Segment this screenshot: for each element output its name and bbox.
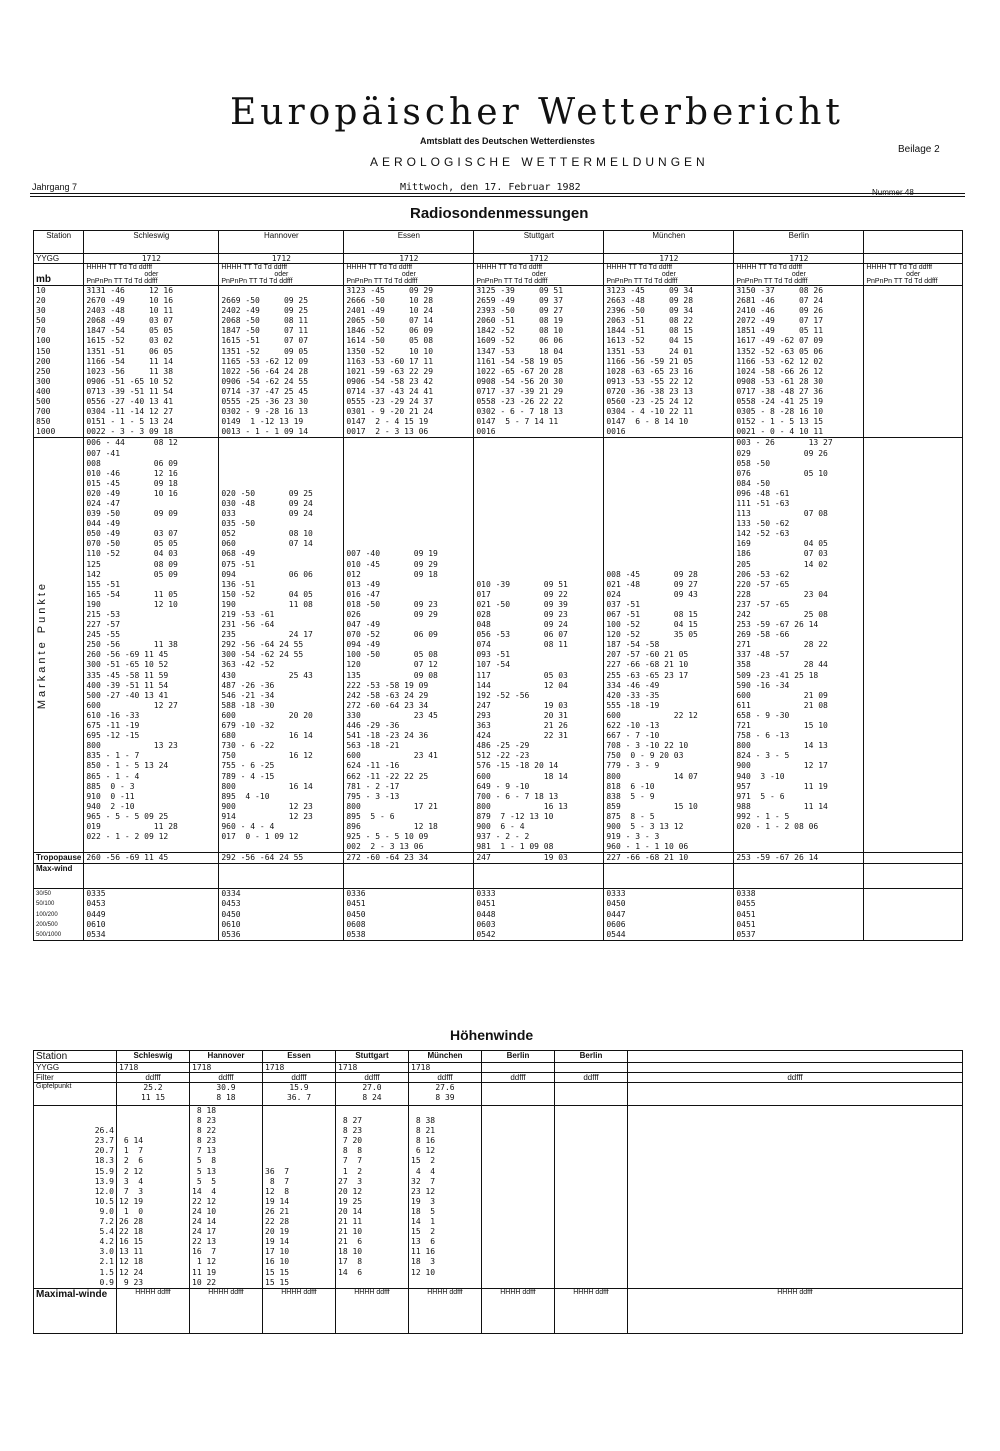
- yygg-value: 1712: [219, 254, 344, 264]
- hw-filter: ddfff: [117, 1073, 190, 1083]
- header-rule-2: [30, 196, 965, 197]
- station-name: Schleswig: [84, 231, 219, 254]
- hw-col: [482, 1106, 555, 1289]
- hw-yygg-label: YYGG: [34, 1063, 117, 1073]
- hw-station: Hannover: [190, 1051, 263, 1063]
- hw-footer: HHHH ddfff: [117, 1288, 190, 1333]
- yygg-value: 1712: [474, 254, 604, 264]
- hw-yygg: 1718: [117, 1063, 190, 1073]
- station-main-data: 3123 -45 09 29 2666 -50 10 28 2401 -49 10 24 2065 -50 07 14 1846 -52 06 09 1614 -50 05 08 1350 -52 10 10 1163 -53 -60 17 11 1021 -59 -63 22 29 0906 -54 -58 23 42 0714 -37 -43 24 41 0555 -23 -29 24 37 0301 - 9 -20 21 24 0147 2 - 4 15 19 0017 2 - 3 13 06: [344, 286, 474, 438]
- sig-label: Markante Punkte: [36, 581, 48, 710]
- hw-footer: HHHH ddfff: [190, 1288, 263, 1333]
- station-sig-data: 003 - 26 13 27 029 09 26 058 -50 076 05 10 084 -50 096 -48 -61 111 -51 -63 113 07 08 133 -50 -62 142 -52 -63 169 04 05 186 07 03 205 14 02 206 -53 -62 220 -57 -65 228 23 04 237 -57 -65 242 25 08 253 -59 -67 26 14 269 -58 -66 271 28 22 337 -48 -57 358 28 44 509 -23 -41 25 18 590 -16 -34 600 21 09 611 21 08 658 - 9 -30 721 15 10 758 - 6 -13 800 14 13 824 - 3 - 5 900 12 17 940 3 -10 957 11 19 971 5 - 6 988 11 14 992 - 1 - 5 020 - 1 - 2 08 06: [734, 438, 864, 853]
- col-head-bot: PnPnPn TT Td Td ddfff: [346, 278, 418, 285]
- station-name: Stuttgart: [474, 231, 604, 254]
- hw-footer: HHHH ddfff: [409, 1288, 482, 1333]
- sig-label-cell: [34, 438, 84, 853]
- sig-empty: [864, 438, 963, 853]
- hw-footer: HHHH ddfff: [263, 1288, 336, 1333]
- hw-empty: [628, 1051, 963, 1063]
- col-head-bot: PnPnPn TT Td Td ddfff: [606, 278, 678, 285]
- hw-col: 8 38 8 21 8 16 6 12 15 2 4 4 32 7 23 12 19 3 18 5 14 1 15 2 13 6 11 16 18 3 12 10: [409, 1106, 482, 1289]
- station-main-data: 3131 -46 12 16 2670 -49 10 16 2403 -48 10 11 2068 -49 03 07 1847 -54 05 05 1615 -52 03 02 1351 -51 06 05 1166 -54 11 14 1023 -56 11 38 0906 -51 -65 10 52 0713 -39 -51 11 54 0556 -27 -40 13 41 0304 -11 -14 12 27 0151 - 1 - 5 13 24 0022 - 3 - 3 09 18: [84, 286, 219, 438]
- hw-yygg: [482, 1063, 555, 1073]
- hw-maxwind-label: Maximal-winde: [34, 1288, 117, 1333]
- hw-station: München: [409, 1051, 482, 1063]
- yygg-value: 1712: [344, 254, 474, 264]
- column-header: [344, 264, 474, 286]
- col-head-oder: oder: [144, 271, 159, 278]
- hw-col: 36 7 8 7 12 8 19 14 26 21 22 28 20 19 19 14 17 10 16 10 15 15 15 15: [263, 1106, 336, 1289]
- hw-gipfel: 30.9 8 18: [190, 1083, 263, 1106]
- hw-col: 8 27 8 23 7 20 8 8 7 7 1 2 27 3 20 12 19 25 20 14 21 11 21 10 21 6 18 10 17 8 14 6: [336, 1106, 409, 1289]
- hw-yygg: [555, 1063, 628, 1073]
- hw-footer: HHHH ddfff: [336, 1288, 409, 1333]
- hw-station-label: Station: [34, 1051, 117, 1063]
- hw-km-col: 26.4 23.7 20.7 18.3 15.9 13.9 12.0 10.5 9.0 7.2 5.4 4.2 3.0 2.1 1.5 0.9: [34, 1106, 117, 1289]
- station-name: Berlin: [734, 231, 864, 254]
- hw-filter: ddfff: [190, 1073, 263, 1083]
- hw-station: Essen: [263, 1051, 336, 1063]
- station-name-empty: [864, 231, 963, 254]
- hoehenwinde-table: [33, 1050, 963, 1334]
- hw-footer: HHHH ddfff: [628, 1288, 963, 1333]
- hw-station: Stuttgart: [336, 1051, 409, 1063]
- layer-values: 0333 0450 0447 0606 0544: [604, 889, 734, 940]
- header-rule: [30, 193, 965, 194]
- hw-col: [555, 1106, 628, 1289]
- col-head-top: HHHH TT Td Td ddfff: [606, 264, 673, 271]
- hw-footer: HHHH ddfff: [555, 1288, 628, 1333]
- date-label: Mittwoch, den 17. Februar 1982: [400, 182, 581, 193]
- col-head-oder: oder: [274, 271, 289, 278]
- hw-station: Schleswig: [117, 1051, 190, 1063]
- hw-station: Berlin: [482, 1051, 555, 1063]
- page-title: Europäischer Wetterbericht: [230, 92, 844, 133]
- hw-footer: HHHH ddfff: [482, 1288, 555, 1333]
- column-header: [84, 264, 219, 286]
- col-head-oder: oder: [906, 271, 921, 278]
- hw-gipfel: 27.6 8 39: [409, 1083, 482, 1106]
- radiosonde-table: [33, 230, 963, 941]
- station-sig-data: 020 -50 09 25 030 -48 09 24 033 09 24 035 -50 052 08 10 060 07 14 068 -49 075 -51 094 06 06 136 -51 150 -52 04 05 190 11 08 219 -53 -61 231 -56 -64 235 24 17 292 -56 -64 24 55 300 -54 -62 24 55 363 -42 -52 430 25 43 487 -26 -36 546 -21 -34 588 -18 -30 600 20 20 679 -10 -32 680 16 14 730 - 6 -22 750 16 12 755 - 6 -25 789 - 4 -15 800 16 14 895 4 -10 900 12 23 914 12 23 960 - 4 - 4 017 0 - 1 09 12: [219, 438, 344, 853]
- layer-values: 0336 0451 0450 0608 0538: [344, 889, 474, 940]
- hw-gipfel-label: Gipfelpunkt: [34, 1083, 117, 1106]
- tropo-value: 247 19 03: [474, 853, 604, 864]
- tropo-value: 272 -60 -64 23 34: [344, 853, 474, 864]
- beilage-label: Beilage 2: [898, 144, 940, 155]
- station-sig-data: 008 -45 09 28 021 -48 09 27 024 09 43 037 -51 067 -51 08 15 100 -52 04 15 120 -52 35 05 187 -54 -58 207 -57 -60 21 05 227 -66 -68 21 10 255 -63 -65 23 17 334 -46 -49 420 -33 -35 555 -18 -19 600 22 12 622 -10 -13 667 - 7 -10 708 - 3 -10 22 10 750 0 - 9 20 03 779 - 3 - 9 800 14 07 818 6 -10 838 5 - 9 859 15 10 875 8 - 5 900 5 - 3 13 12 919 - 3 - 3 960 - 1 - 1 10 06: [604, 438, 734, 853]
- tropo-value: 227 -66 -68 21 10: [604, 853, 734, 864]
- hw-filter-label: Filter: [34, 1073, 117, 1083]
- column-header: [864, 264, 963, 286]
- station-sig-data: 010 -39 09 51 017 09 22 021 -50 09 39 028 09 23 048 09 24 056 -53 06 07 074 08 11 093 -51 107 -54 117 05 03 144 12 04 192 -52 -56 247 19 03 293 20 31 363 21 26 424 22 31 486 -25 -29 512 -22 -23 576 -15 -18 20 14 600 18 14 649 - 9 -10 700 - 6 - 7 18 13 800 16 13 879 7 -12 13 10 900 6 - 4 937 - 2 - 2 981 1 - 1 09 08: [474, 438, 604, 853]
- layer-values: 0335 0453 0449 0610 0534: [84, 889, 219, 940]
- column-header: [734, 264, 864, 286]
- col-head-bot: PnPnPn TT Td Td ddfff: [86, 278, 158, 285]
- tropo-label: Tropopause: [34, 853, 84, 864]
- col-head-top: HHHH TT Td Td ddfff: [86, 264, 153, 271]
- hw-filter: ddfff: [336, 1073, 409, 1083]
- col-head-bot: PnPnPn TT Td Td ddfff: [736, 278, 808, 285]
- mb-label: mb: [34, 264, 84, 286]
- station-header: Station: [34, 231, 84, 254]
- hw-gipfel: [555, 1083, 628, 1106]
- hw-filter: ddfff: [409, 1073, 482, 1083]
- main-empty: [864, 286, 963, 438]
- hw-yygg: 1718: [336, 1063, 409, 1073]
- yygg-label: YYGG: [34, 254, 84, 264]
- hw-col: 8 18 8 23 8 22 8 23 7 13 5 8 5 13 5 5 14 4 22 12 24 10 24 14 24 17 22 13 16 7 1 12 11 19 10 22: [190, 1106, 263, 1289]
- hw-filter: ddfff: [555, 1073, 628, 1083]
- hw-col: 6 14 1 7 2 6 2 12 3 4 7 3 12 19 1 0 26 28 22 18 16 15 13 11 12 18 12 24 9 23: [117, 1106, 190, 1289]
- hw-filter: ddfff: [482, 1073, 555, 1083]
- station-sig-data: 007 -40 09 19 010 -45 09 29 012 09 18 013 -49 016 -47 018 -50 09 23 026 09 29 047 -49 070 -52 06 09 094 -49 100 -50 05 08 120 07 12 135 09 08 222 -53 -58 19 09 242 -58 -63 24 29 272 -60 -64 23 34 330 23 45 446 -29 -36 541 -18 -23 24 36 563 -18 -21 600 23 41 624 -11 -16 662 -11 -22 22 25 781 - 2 -17 795 - 3 -13 800 17 21 895 5 - 6 896 12 18 925 - 5 - 5 10 09 002 2 - 3 13 06: [344, 438, 474, 853]
- jahrgang-label: Jahrgang 7: [32, 182, 78, 192]
- radiosonde-title: Radiosondenmessungen: [410, 205, 589, 222]
- level-labels: 10 20 30 50 70 100 150 200 250 300 400 500 700 850 1000: [34, 286, 84, 438]
- col-head-top: HHHH TT Td Td ddfff: [736, 264, 803, 271]
- station-name: München: [604, 231, 734, 254]
- hw-gipfel: 15.9 36. 7: [263, 1083, 336, 1106]
- layer-values: 0334 0453 0450 0610 0536: [219, 889, 344, 940]
- layer-empty: [864, 889, 963, 940]
- maxwind-label: Max-wind: [34, 864, 84, 889]
- col-head-bot: PnPnPn TT Td Td ddfff: [221, 278, 293, 285]
- station-main-data: 3125 -39 09 51 2659 -49 09 37 2393 -50 09 27 2060 -51 08 19 1842 -52 08 10 1609 -52 06 06 1347 -53 18 04 1161 -54 -58 19 05 1022 -65 -67 20 28 0908 -54 -56 20 30 0717 -37 -39 21 29 0558 -23 -26 22 22 0302 - 6 - 7 18 13 0147 5 - 7 14 11 0016: [474, 286, 604, 438]
- col-head-top: HHHH TT Td Td ddfff: [221, 264, 288, 271]
- section-title: AEROLOGISCHE WETTERMELDUNGEN: [370, 155, 709, 169]
- col-head-top: HHHH TT Td Td ddfff: [346, 264, 413, 271]
- hw-filter: ddfff: [263, 1073, 336, 1083]
- col-head-top: HHHH TT Td Td ddfff: [866, 264, 933, 271]
- hw-station: Berlin: [555, 1051, 628, 1063]
- col-head-oder: oder: [531, 271, 546, 278]
- subtitle: Amtsblatt des Deutschen Wetterdienstes: [420, 136, 595, 146]
- station-main-data: 3150 -37 08 26 2681 -46 07 24 2410 -46 09 26 2072 -49 07 17 1851 -49 05 11 1617 -49 -62 07 09 1352 -52 -63 05 06 1166 -53 -62 12 02 1024 -58 -66 26 12 0908 -53 -61 28 30 0717 -38 -48 27 36 0558 -24 -41 25 19 0305 - 8 -28 16 10 0152 - 1 - 5 13 15 0021 - 0 - 4 10 11: [734, 286, 864, 438]
- hoehenwinde-title: Höhenwinde: [450, 1027, 534, 1043]
- hw-yygg: 1718: [409, 1063, 482, 1073]
- yygg-value: 1712: [84, 254, 219, 264]
- col-head-oder: oder: [661, 271, 676, 278]
- column-header: [604, 264, 734, 286]
- hw-gipfel: 27.0 8 24: [336, 1083, 409, 1106]
- col-head-top: HHHH TT Td Td ddfff: [476, 264, 543, 271]
- column-header: [474, 264, 604, 286]
- station-name: Hannover: [219, 231, 344, 254]
- yygg-value: 1712: [734, 254, 864, 264]
- hw-filter: ddfff: [628, 1073, 963, 1083]
- tropo-value: 292 -56 -64 24 55: [219, 853, 344, 864]
- layer-labels: 30/50 50/100 100/200 200/500 500/1000: [34, 889, 84, 940]
- layer-values: 0333 0451 0448 0603 0542: [474, 889, 604, 940]
- yygg-empty: [864, 254, 963, 264]
- station-main-data: 3123 -45 09 34 2663 -48 09 28 2396 -50 09 34 2063 -51 08 22 1844 -51 08 15 1613 -52 04 15 1351 -53 24 01 1166 -56 -59 21 05 1028 -63 -65 23 16 0913 -53 -55 22 12 0720 -36 -38 23 13 0560 -23 -25 24 12 0304 - 4 -10 22 11 0147 6 - 8 14 10 0016: [604, 286, 734, 438]
- layer-values: 0338 0455 0451 0451 0537: [734, 889, 864, 940]
- station-name: Essen: [344, 231, 474, 254]
- hw-gipfel: [482, 1083, 555, 1106]
- col-head-bot: PnPnPn TT Td Td ddfff: [866, 278, 938, 285]
- station-main-data: 2669 -50 09 25 2402 -49 09 25 2068 -50 08 11 1847 -50 07 11 1615 -51 07 07 1351 -52 09 05 1165 -53 -62 12 09 1022 -56 -64 24 28 0906 -54 -62 24 55 0714 -37 -47 25 45 0555 -25 -36 23 30 0302 - 9 -28 16 13 0149 1 -12 13 19 0013 - 1 - 1 09 14: [219, 286, 344, 438]
- col-head-oder: oder: [401, 271, 416, 278]
- column-header: [219, 264, 344, 286]
- col-head-bot: PnPnPn TT Td Td ddfff: [476, 278, 548, 285]
- yygg-value: 1712: [604, 254, 734, 264]
- hw-yygg: 1718: [190, 1063, 263, 1073]
- col-head-oder: oder: [791, 271, 806, 278]
- hw-yygg: 1718: [263, 1063, 336, 1073]
- tropo-value: 260 -56 -69 11 45: [84, 853, 219, 864]
- tropo-empty: [864, 853, 963, 864]
- hw-gipfel: 25.2 11 15: [117, 1083, 190, 1106]
- station-sig-data: 006 - 44 08 12 007 -41 008 06 09 010 -46 12 16 015 -45 09 18 020 -49 10 16 024 -47 039 -50 09 09 044 -49 050 -49 03 07 070 -50 05 05 110 -52 04 03 125 08 09 142 05 09 155 -51 165 -54 11 05 190 12 10 215 -53 227 -57 245 -55 250 -56 11 38 260 -56 -69 11 45 300 -51 -65 10 52 335 -45 -58 11 59 400 -39 -51 11 54 500 -27 -40 13 41 600 12 27 610 -16 -33 675 -11 -19 695 -12 -15 800 13 23 835 - 1 - 7 850 - 1 - 5 13 24 865 - 1 - 4 885 0 - 3 910 0 -11 940 2 -10 965 - 5 - 5 09 25 019 11 28 022 - 1 - 2 09 12: [84, 438, 219, 853]
- tropo-value: 253 -59 -67 26 14: [734, 853, 864, 864]
